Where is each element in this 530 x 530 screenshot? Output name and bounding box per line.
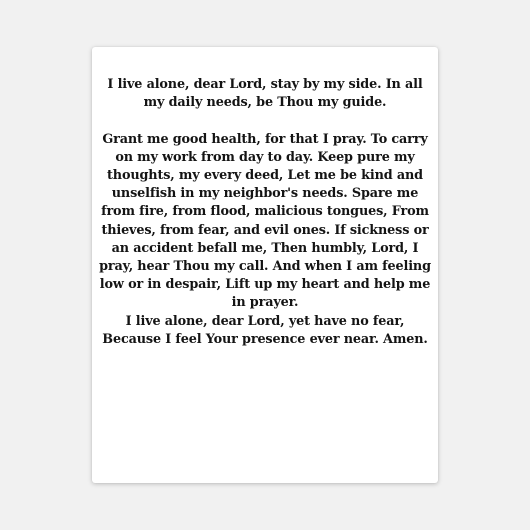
prayer-stanza-1: I live alone, dear Lord, stay by my side. In all my daily needs, be Thou my guide.: [107, 77, 423, 111]
prayer-stanza-2: Grant me good health, for that I pray. To carry on my work from day to day. Keep pure my thoughts, my every deed, Let me be kind and unselfish in my neighbor's needs. Spare me from fire, from flood, malicious tongues, From thieves, from fear, and evil ones. If sickness or an accident befall me, Then humbly, Lord, I pray, hear Thou my call. And when I am feeling low or in despair, Lift up my heart and help me in prayer.: [99, 131, 431, 311]
stanza-gap: [98, 112, 432, 130]
prayer-text: [98, 76, 432, 349]
prayer-card: [92, 47, 438, 483]
prayer-stanza-3: I live alone, dear Lord, yet have no fear, Because I feel Your presence ever near. Amen.: [102, 313, 428, 347]
